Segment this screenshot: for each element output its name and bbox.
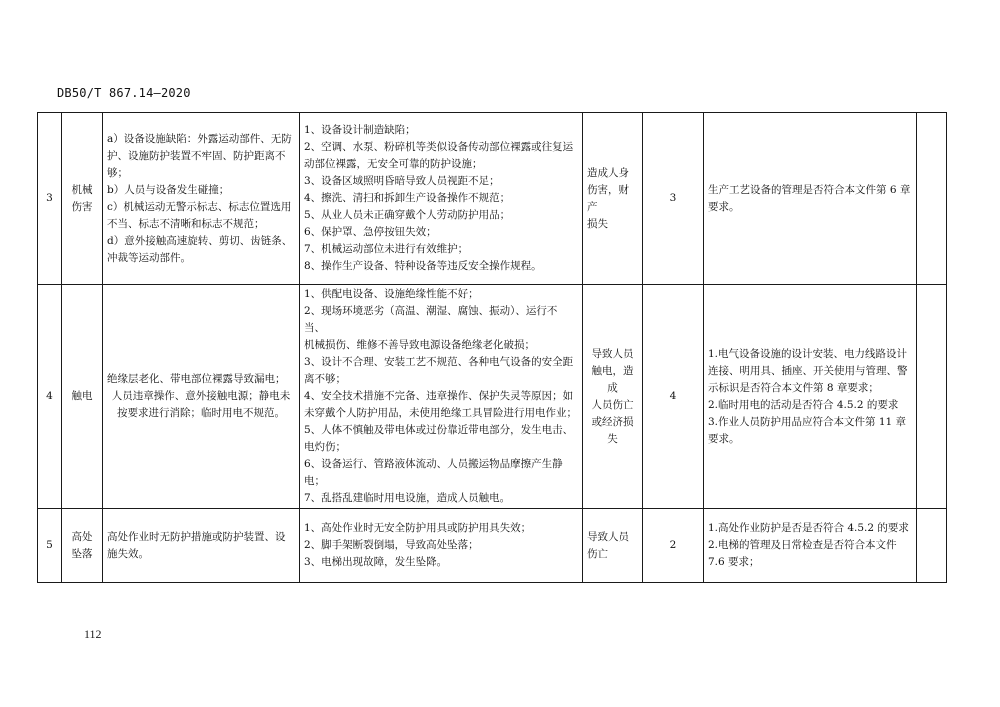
hazard-identification-table bbox=[37, 112, 947, 583]
row-number: 3 bbox=[38, 113, 62, 285]
hazard-factors: 1、高处作业时无安全防护用具或防护用具失效； 2、脚手架断裂倒塌，导致高处坠落； 3、电梯出现故障，发生坠降。 bbox=[300, 509, 583, 583]
row-number: 5 bbox=[38, 509, 62, 583]
hazard-cause: a）设备设施缺陷：外露运动部件、无防 护、设施防护装置不牢固、防护距离不 够； b）人员与设备发生碰撞； c）机械运动无警示标志、标志位置选用 不当、标志不清晰和标志不规范； d）意外接触高速旋转、剪切、齿链条、 冲裁等运动部件。 bbox=[103, 113, 300, 285]
hazard-type: 高处 坠落 bbox=[62, 509, 103, 583]
page-number: 112 bbox=[84, 627, 102, 641]
hazard-type: 触电 bbox=[62, 285, 103, 509]
table-row bbox=[38, 509, 947, 583]
blank-cell bbox=[917, 285, 947, 509]
inspection-criteria: 1.高处作业防护是否是否符合 4.5.2 的要求 2.电梯的管理及日常检查是否符合本文件 7.6 要求； bbox=[704, 509, 917, 583]
hazard-factors: 1、供配电设备、设施绝缘性能不好； 2、现场环境恶劣（高温、潮湿、腐蚀、振动）、运行不当、 机械损伤、维修不善导致电源设备绝缘老化破损； 3、设计不合理、安装工艺不规范、各种电气设备的安全距 离不够； 4、安全技术措施不完备、违章操作、保护失灵等原因；如 未穿戴个人防护用品，未使用绝缘工具冒险进行用电作业； 5、人体不慎触及带电体或过份靠近带电部分，发生电击、 电灼伤； 6、设备运行、管路液体流动、人员搬运物品摩擦产生静电； 7、乱搭乱建临时用电设施，造成人员触电。 bbox=[300, 285, 583, 509]
table-row bbox=[38, 113, 947, 285]
consequence: 导致人员 触电，造成 人员伤亡 或经济损 失 bbox=[583, 285, 643, 509]
blank-cell bbox=[917, 509, 947, 583]
blank-cell bbox=[917, 113, 947, 285]
hazard-type: 机械 伤害 bbox=[62, 113, 103, 285]
consequence: 导致人员 伤亡 bbox=[583, 509, 643, 583]
hazard-cause: 高处作业时无防护措施或防护装置、设 施失效。 bbox=[103, 509, 300, 583]
consequence: 造成人身 伤害，财产 损失 bbox=[583, 113, 643, 285]
hazard-factors: 1、设备设计制造缺陷； 2、空调、水泵、粉碎机等类似设备传动部位裸露或往复运 动部位裸露，无安全可靠的防护设施； 3、设备区域照明昏暗导致人员视距不足； 4、擦洗、清扫和拆卸生产设备操作不规范； 5、从业人员未正确穿戴个人劳动防护用品； 6、保护罩、急停按钮失效； 7、机械运动部位未进行有效维护； 8、操作生产设备、特种设备等违反安全操作规程。 bbox=[300, 113, 583, 285]
risk-level: 2 bbox=[643, 509, 704, 583]
hazard-cause: 绝缘层老化、带电部位裸露导致漏电； 人员违章操作、意外接触电源；静电未 按要求进行消除；临时用电不规范。 bbox=[103, 285, 300, 509]
inspection-criteria: 生产工艺设备的管理是否符合本文件第 6 章 要求。 bbox=[704, 113, 917, 285]
document-code: DB50/T 867.14—2020 bbox=[57, 86, 191, 100]
risk-level: 3 bbox=[643, 113, 704, 285]
table-row bbox=[38, 285, 947, 509]
inspection-criteria: 1.电气设备设施的设计安装、电力线路设计 连接、明用具、插座、开关使用与管理、警 示标识是否符合本文件第 8 章要求； 2.临时用电的活动是否符合 4.5.2 的要求 3.作业人员防护用品应符合本文件第 11 章 要求。 bbox=[704, 285, 917, 509]
risk-level: 4 bbox=[643, 285, 704, 509]
row-number: 4 bbox=[38, 285, 62, 509]
